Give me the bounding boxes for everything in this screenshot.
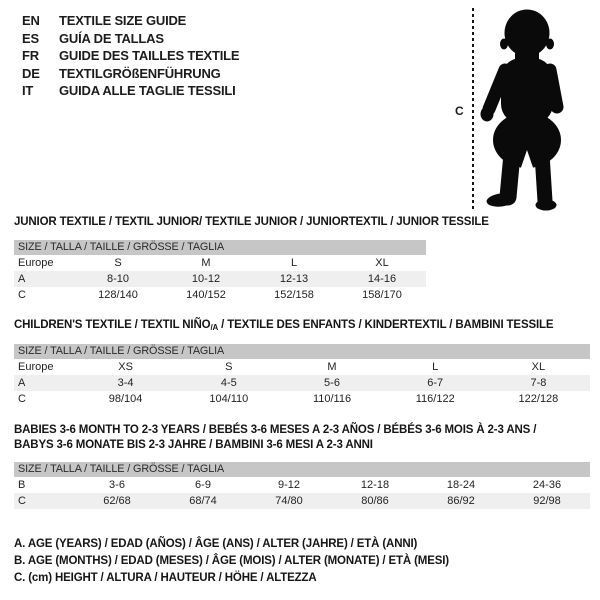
lang-title: GUIDE DES TAILLES TEXTILE — [59, 48, 240, 63]
table-cell: 80/86 — [361, 495, 389, 507]
table-cell: 6-9 — [195, 479, 211, 491]
lang-row-de — [22, 65, 239, 83]
table-row — [14, 255, 426, 271]
children-size-table — [14, 344, 590, 407]
table-row — [14, 493, 590, 509]
row-label: C — [18, 393, 26, 405]
table-cell: S — [114, 257, 122, 269]
table-cell: 10-12 — [191, 273, 221, 285]
legend-line-b: B. AGE (MONTHS) / EDAD (MESES) / ÂGE (MOIS) / ALTER (MONATE) / ETÀ (MESI) — [14, 555, 449, 567]
table-cell: 92/98 — [533, 495, 561, 507]
table-cell: 62/68 — [103, 495, 131, 507]
lang-code: DE — [22, 65, 40, 81]
table-cell: 12-18 — [360, 479, 390, 491]
table-cell: M — [327, 361, 337, 373]
table-cell: 116/122 — [415, 393, 455, 405]
table-cell: 86/92 — [447, 495, 475, 507]
table-cell: L — [290, 257, 298, 269]
table-cell: XL — [375, 257, 389, 269]
row-label: Europe — [18, 257, 54, 269]
lang-title: TEXTILGRÖßENFÜHRUNG — [59, 65, 221, 81]
table-cell: XL — [531, 361, 546, 373]
table-cell: 158/170 — [362, 289, 402, 301]
table-row — [14, 287, 426, 303]
table-row — [14, 271, 426, 287]
row-label: C — [18, 495, 26, 507]
lang-row-it — [22, 82, 239, 100]
height-measure-label: C — [455, 104, 464, 118]
junior-size-table — [14, 240, 426, 303]
lang-title: GUIDA ALLE TAGLIE TESSILI — [59, 83, 236, 98]
title-subscript: /A — [210, 323, 219, 332]
table-row — [14, 359, 590, 375]
section-title-babies — [14, 423, 536, 452]
table-header-size: SIZE / TALLA / TAILLE / GRÖSSE / TAGLIA — [14, 344, 590, 359]
lang-row-en — [22, 12, 239, 30]
lang-title: TEXTILE SIZE GUIDE — [59, 13, 187, 28]
table-cell: 110/116 — [312, 393, 352, 405]
table-cell: 6-7 — [427, 377, 444, 389]
lang-title: GUÍA DE TALLAS — [59, 30, 164, 46]
lang-code: IT — [22, 83, 34, 98]
title-part: / TEXTILE DES ENFANTS / KINDERTEXTIL / BAMBINI TESSILE — [218, 319, 554, 331]
title-line-2: BABYS 3-6 MONATE BIS 2-3 JAHRE / BAMBINI 3-6 MESI A 2-3 ANNI — [14, 438, 373, 451]
table-cell: 122/128 — [518, 393, 559, 405]
row-label: A — [18, 377, 26, 389]
lang-row-fr — [22, 47, 239, 65]
legend-line-c: C. (cm) HEIGHT / ALTURA / HAUTEUR / HÖHE / ALTEZZA — [14, 572, 317, 584]
table-cell: S — [225, 361, 233, 373]
table-row — [14, 477, 590, 493]
title-line-1: BABIES 3-6 MONTH TO 2-3 YEARS / BEBÉS 3-6 MESES A 2-3 AÑOS / BÉBÉS 3-6 MOIS À 2-3 ANS / — [14, 424, 537, 436]
table-cell: 3-4 — [117, 377, 134, 389]
table-cell: 7-8 — [530, 377, 547, 389]
table-cell: 14-16 — [367, 273, 397, 285]
row-label: A — [18, 273, 26, 285]
table-cell: 74/80 — [275, 495, 303, 507]
table-cell: 4-5 — [220, 377, 237, 389]
table-cell: M — [201, 257, 211, 269]
table-cell: 152/158 — [274, 289, 314, 301]
table-row — [14, 391, 590, 407]
row-label: C — [18, 289, 26, 301]
row-label: B — [18, 479, 26, 491]
table-row — [14, 375, 590, 391]
legend-line-a: A. AGE (YEARS) / EDAD (AÑOS) / ÂGE (ANS) / ALTER (JAHRE) / ETÀ (ANNI) — [14, 538, 418, 550]
table-cell: 5-6 — [324, 377, 340, 389]
title-part: CHILDREN'S TEXTILE / TEXTIL NIÑO — [14, 319, 211, 331]
table-header-size: SIZE / TALLA / TAILLE / GRÖSSE / TAGLIA — [14, 240, 426, 255]
table-cell: 128/140 — [98, 289, 138, 301]
section-title-junior: JUNIOR TEXTILE / TEXTIL JUNIOR/ TEXTILE JUNIOR / JUNIORTEXTIL / JUNIOR TESSILE — [14, 216, 489, 228]
section-title-children — [14, 319, 553, 332]
table-cell: 8-10 — [106, 273, 130, 285]
table-cell: 68/74 — [189, 495, 217, 507]
table-cell: 104/110 — [209, 393, 249, 405]
lang-code: ES — [22, 30, 39, 46]
lang-code: EN — [22, 13, 40, 28]
lang-row-es — [22, 30, 239, 48]
lang-code: FR — [22, 48, 39, 63]
table-cell: 3-6 — [109, 479, 125, 491]
table-cell: 140/152 — [186, 289, 226, 301]
measurement-legend — [14, 536, 449, 587]
babies-size-table — [14, 462, 590, 509]
language-title-list — [22, 12, 239, 100]
table-cell: L — [432, 361, 439, 373]
table-cell: 12-13 — [279, 273, 309, 285]
toddler-silhouette-icon — [479, 8, 575, 212]
height-measure-dashed-line — [472, 8, 474, 209]
table-cell: 98/104 — [108, 393, 143, 405]
row-label: Europe — [18, 361, 54, 373]
table-header-size: SIZE / TALLA / TAILLE / GRÖSSE / TAGLIA — [14, 462, 590, 477]
table-cell: XS — [118, 361, 133, 373]
table-cell: 24-36 — [532, 479, 562, 491]
table-cell: 9-12 — [277, 479, 301, 491]
table-cell: 18-24 — [446, 479, 476, 491]
